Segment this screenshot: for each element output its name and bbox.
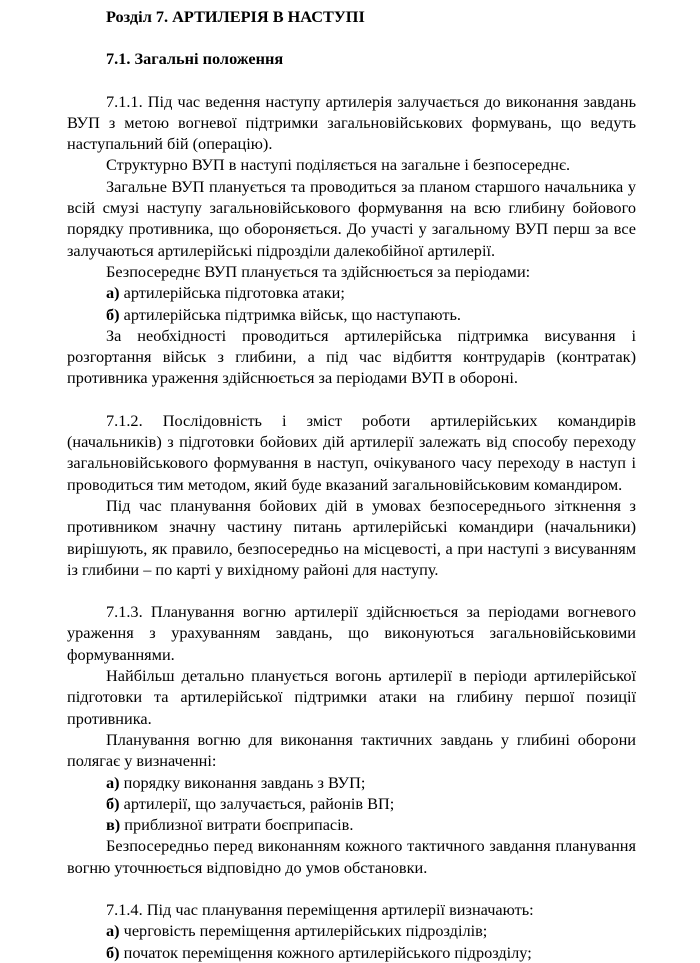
document-blocks <box>67 70 636 963</box>
paragraph: Найбільш детально планується вогонь артилерії в періоди артилерійської підготовки та артилерійської підтримки атаки на глибину першої позиції противника. <box>67 666 636 728</box>
paragraph: За необхідності проводиться артилерійська підтримка висування і розгортання військ з глибини, а під час відбиття контрударів (контратак) противника ураження здійснюється за періодами ВУП в обороні. <box>67 325 636 388</box>
list-item-marker: а) <box>106 283 120 303</box>
list-item-text: артилерійська підготовка атаки; <box>119 283 345 303</box>
list-item-text: черговість переміщення артилерійських підрозділів; <box>119 921 488 941</box>
paragraph-spacer <box>67 70 636 91</box>
paragraph: Безпосередньо перед виконанням кожного тактичного завдання планування вогню уточнюється відповідно до умов обстановки. <box>67 836 636 877</box>
subsection-title: 7.1. Загальні положення <box>106 49 284 69</box>
paragraph-spacer <box>67 580 636 601</box>
document-body <box>67 0 636 963</box>
list-item-marker: б) <box>106 793 120 813</box>
list-item-marker: б) <box>106 942 120 962</box>
paragraph: 7.1.3. Планування вогню артилерії здійснюється за періодами вогневого ураження з урахуванням завдань, що виконуються загальновійськовими формуваннями. <box>67 602 636 664</box>
list-item-marker: в) <box>106 815 121 835</box>
list-item-marker: а) <box>106 921 120 941</box>
list-item-marker: а) <box>106 772 120 792</box>
paragraph: Безпосереднє ВУП планується та здійснюється за періодами: <box>106 261 531 281</box>
paragraph-spacer <box>67 389 636 410</box>
list-item-text: артилерійська підтримка військ, що наступають. <box>119 304 461 324</box>
paragraph: Планування вогню для виконання тактичних завдань у глибині оборони полягає у визначенні: <box>67 729 636 771</box>
paragraph: 7.1.2. Послідовність і зміст роботи артилерійських командирів (начальників) з підготовки бойових дій артилерії залежать від способу переходу загальновійськового формування в наступ, очікуваного часу переходу в наступ і проводиться тим методом, який буде вказаний загальновійськовим командиром. <box>67 410 636 494</box>
list-item-text: порядку виконання завдань з ВУП; <box>119 772 366 792</box>
list-item-text: приблизної витрати боєприпасів. <box>120 815 354 835</box>
list-item-marker: б) <box>106 304 120 324</box>
list-item <box>67 772 636 793</box>
paragraph: 7.1.1. Під час ведення наступу артилерія залучається до виконання завдань ВУП з метою вогневої підтримки загальновійськових формувань, що ведуть наступальний бій (операцію). <box>67 91 636 154</box>
paragraph: Структурно ВУП в наступі поділяється на загальне і безпосереднє. <box>106 155 571 175</box>
paragraph-spacer <box>67 878 636 899</box>
list-item-text: артилерії, що залучається, районів ВП; <box>119 793 395 813</box>
list-item <box>67 814 636 835</box>
list-item <box>67 282 636 303</box>
paragraph: Під час планування бойових дій в умовах безпосереднього зіткнення з противником значну частину питань артилерійські командири (начальники) вирішують, як правило, безпосередньо на місцевості, а при наступі з висуванням із глибини – по карті у вихідному районі для наступу. <box>67 495 636 579</box>
paragraph: 7.1.4. Під час планування переміщення артилерії визначають: <box>106 899 534 919</box>
list-item <box>67 920 636 941</box>
list-item <box>67 942 636 963</box>
list-item <box>67 793 636 814</box>
section-title: Розділ 7. АРТИЛЕРІЯ В НАСТУПІ <box>106 7 365 26</box>
list-item-text: початок переміщення кожного артилерійського підрозділу; <box>119 942 532 962</box>
list-item <box>67 304 636 325</box>
paragraph: Загальне ВУП планується та проводиться за планом старшого начальника у всій смузі наступу загальновійськового формування на всю глибину бойового порядку противника, що обороняється. До участі у загальному ВУП перш за все залучаються артилерійські підрозділи далекобійної артилерії. <box>67 176 636 260</box>
